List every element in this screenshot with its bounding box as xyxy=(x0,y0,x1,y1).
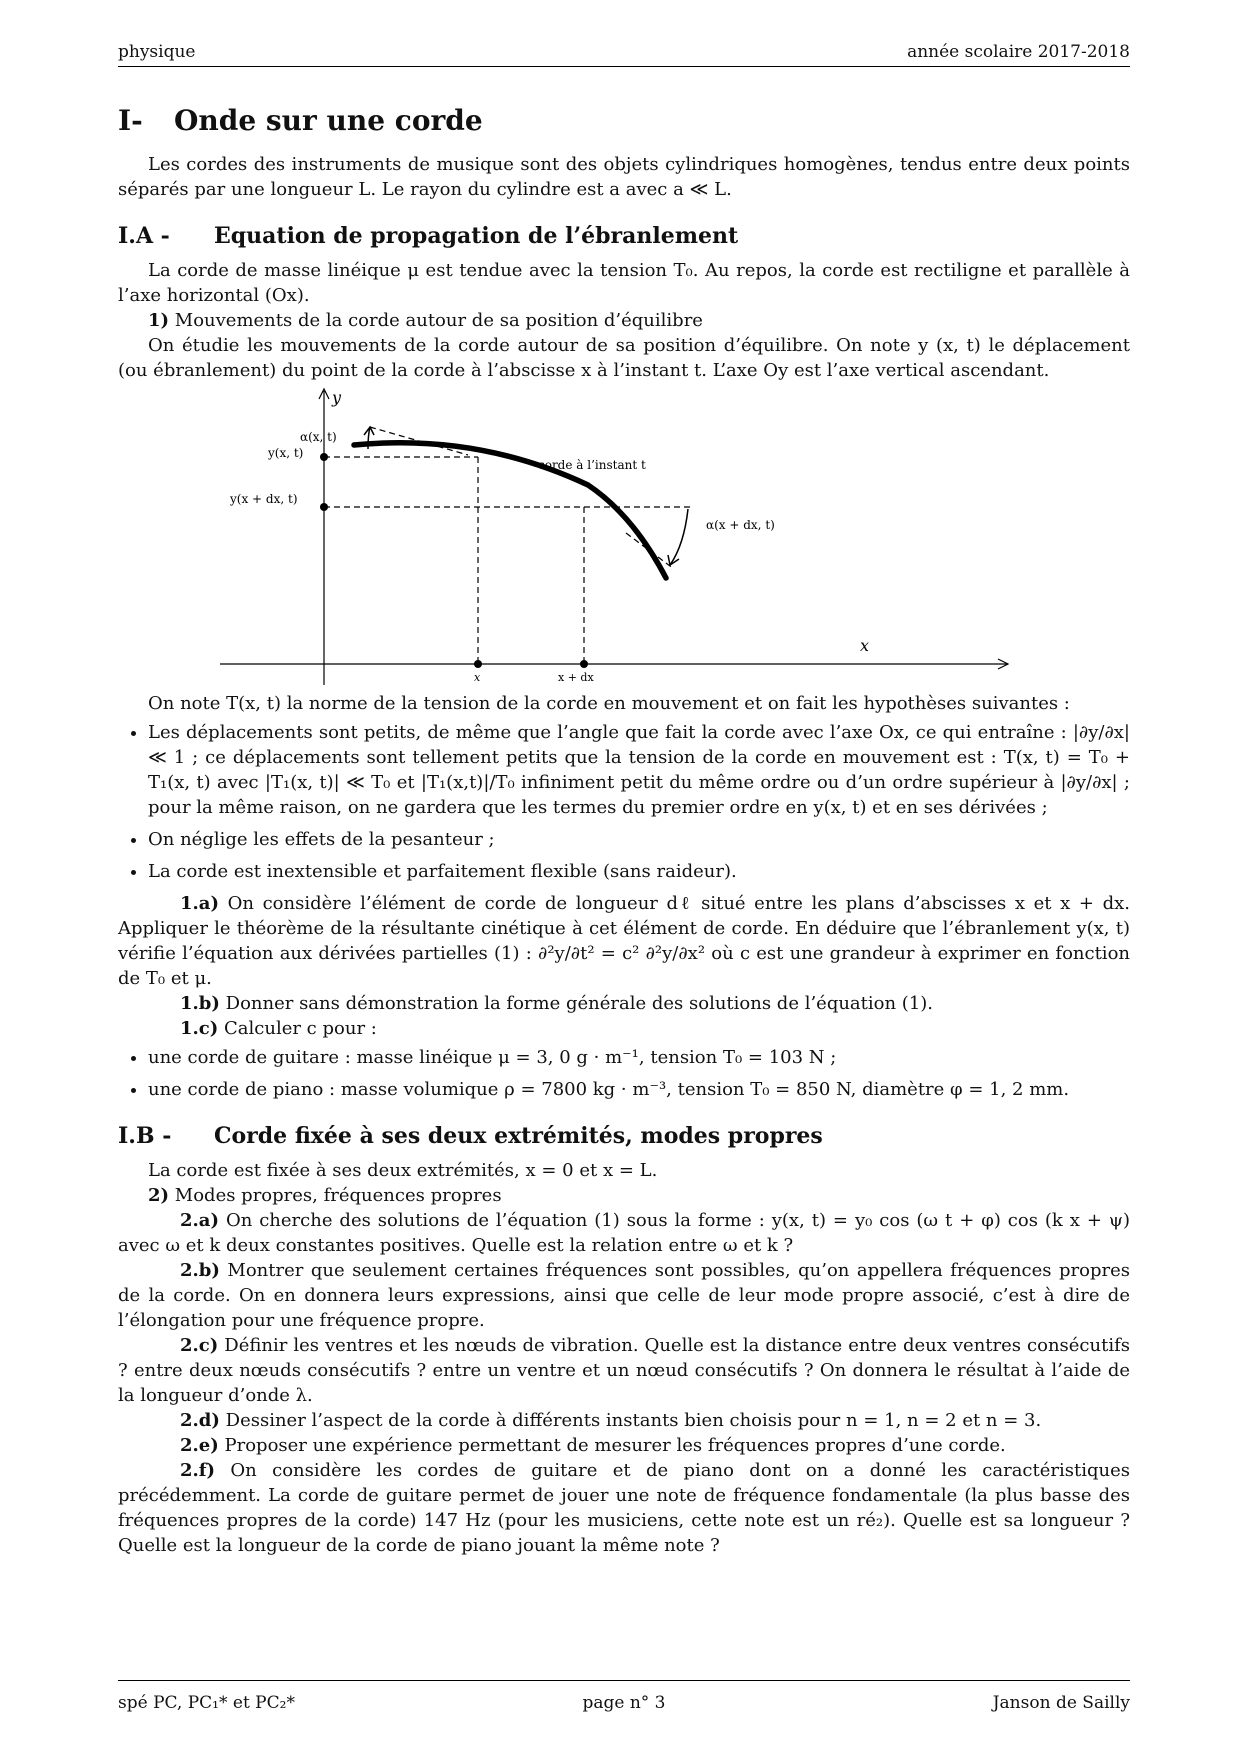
question-2c-text: Définir les ventres et les nœuds de vibration. Quelle est la distance entre deux ventres consécutifs ? entre deux nœuds consécutifs ? entre un ventre et un nœud consécutifs ? On donnera le résultat à l’aide de la longueur d’onde λ. xyxy=(118,1335,1130,1406)
page-header xyxy=(118,40,1130,67)
question-2d xyxy=(118,1408,1130,1433)
page xyxy=(118,0,1130,1754)
tangent-line-2 xyxy=(626,533,674,569)
question-2c xyxy=(118,1333,1130,1408)
question-1a xyxy=(118,891,1130,991)
subsection-b-title xyxy=(118,1122,1130,1150)
tick-label-xdx: x + dx xyxy=(558,671,594,684)
dot-y-x xyxy=(320,453,328,461)
section-title-text: Onde sur une corde xyxy=(174,104,483,137)
strings-list xyxy=(118,1045,1130,1102)
question-2b xyxy=(118,1258,1130,1333)
question-1c xyxy=(118,1016,1130,1041)
label-y-x: y(x, t) xyxy=(268,446,304,460)
question-1-heading xyxy=(118,308,1130,333)
main-content xyxy=(118,104,1130,1558)
question-2f xyxy=(118,1458,1130,1558)
rope-diagram xyxy=(118,385,1130,685)
paragraph-tension-norm: On note T(x, t) la norme de la tension de la corde en mouvement et on fait les hypothèses suivantes : xyxy=(148,693,1070,714)
question-2-heading xyxy=(118,1183,1130,1208)
hypothesis-inextensible: • La corde est inextensible et parfaitement flexible (sans raideur). xyxy=(148,859,1130,884)
label-alpha-1: α(x, t) xyxy=(300,430,337,444)
label-y-xdx: y(x + dx, t) xyxy=(230,492,298,506)
paragraph-displacement: On étudie les mouvements de la corde autour de sa position d’équilibre. On note y (x, t) le déplacement (ou ébranlement) du point de la corde à l’abscisse x à l’instant t. L’axe Oy est l’axe vertical ascendant. xyxy=(118,335,1130,381)
hypothesis-gravity: • On néglige les effets de la pesanteur ; xyxy=(148,827,1130,852)
question-2a xyxy=(118,1208,1130,1258)
hypothesis-small-displacement: • Les déplacements sont petits, de même que l’angle que fait la corde avec l’axe Ox, ce qui entraîne : |∂y/∂x| ≪ 1 ; ce déplacements sont tellement petits que la tension de la corde en mouvement est : T(x, t) = T₀ + T₁(x, t) avec |T₁(x, t)| ≪ T₀ et |T₁(x,t)|/T₀ infiniment petit du même ordre ou d’un ordre supérieur à |∂y/∂x| ; pour la même raison, on ne gardera que les termes du premier ordre en y(x, t) et en ses dérivées ; xyxy=(148,720,1130,820)
dot-x xyxy=(474,660,482,668)
header-year: année scolaire 2017-2018 xyxy=(907,42,1130,62)
question-2e xyxy=(118,1433,1130,1458)
question-2-number: 2) xyxy=(148,1185,170,1206)
question-2f-text: On considère les cordes de guitare et de piano dont on a donné les caractéristiques précédemment. La corde de guitare permet de jouer une note de fréquence fondamentale (la plus basse des fréquences propres de la corde) 147 Hz (pour les musiciens, cette note est un ré₂). Quelle est sa longueur ? Quelle est la longueur de la corde de piano jouant la même note ? xyxy=(118,1460,1130,1556)
label-axis-x: x xyxy=(860,636,870,655)
question-2a-number: 2.a) xyxy=(180,1210,219,1231)
question-2e-text: Proposer une expérience permettant de mesurer les fréquences propres d’une corde. xyxy=(224,1435,1006,1456)
question-1-title: Mouvements de la corde autour de sa position d’équilibre xyxy=(174,310,703,331)
question-1c-number: 1.c) xyxy=(180,1018,219,1039)
question-2f-number: 2.f) xyxy=(180,1460,216,1481)
hypotheses-list xyxy=(118,720,1130,884)
section-number: I- xyxy=(118,104,143,137)
question-2d-number: 2.d) xyxy=(180,1410,220,1431)
question-1c-text: Calculer c pour : xyxy=(224,1018,377,1039)
label-axis-y: y xyxy=(332,388,342,407)
subsection-b-title-text: Corde fixée à ses deux extrémités, modes propres xyxy=(214,1123,823,1149)
question-2e-number: 2.e) xyxy=(180,1435,219,1456)
question-2a-text: On cherche des solutions de l’équation (1) sous la forme : y(x, t) = y₀ cos (ω t + φ) cos (k x + ψ) avec ω et k deux constantes positives. Quelle est la relation entre ω et k ? xyxy=(118,1210,1130,1256)
question-1b-text: Donner sans démonstration la forme générale des solutions de l’équation (1). xyxy=(225,993,934,1014)
subsection-b-number: I.B - xyxy=(118,1123,172,1149)
angle-arc-2 xyxy=(670,509,688,565)
header-subject: physique xyxy=(118,42,196,62)
label-alpha-2: α(x + dx, t) xyxy=(706,518,775,532)
question-1b xyxy=(118,991,1130,1016)
question-2d-text: Dessiner l’aspect de la corde à différents instants bien choisis pour n = 1, n = 2 et n = 3. xyxy=(225,1410,1042,1431)
guitar-string-item: • une corde de guitare : masse linéique μ = 3, 0 g · m⁻¹, tension T₀ = 103 N ; xyxy=(148,1045,1130,1070)
question-2-title: Modes propres, fréquences propres xyxy=(174,1185,502,1206)
intro-paragraph: Les cordes des instruments de musique sont des objets cylindriques homogènes, tendus entre deux points séparés par une longueur L. Le rayon du cylindre est a avec a ≪ L. xyxy=(118,154,1130,200)
footer-class: spé PC, PC₁* et PC₂* xyxy=(118,1693,295,1713)
question-1b-number: 1.b) xyxy=(180,993,220,1014)
question-1a-number: 1.a) xyxy=(180,893,219,914)
tick-label-x: x xyxy=(474,671,481,684)
subsection-a-number: I.A - xyxy=(118,223,170,249)
rope-figure xyxy=(118,385,1130,685)
paragraph-fixed-ends: La corde est fixée à ses deux extrémités, x = 0 et x = L. xyxy=(148,1160,658,1181)
page-footer xyxy=(118,1680,1130,1719)
footer-school: Janson de Sailly xyxy=(992,1693,1130,1713)
question-1-number: 1) xyxy=(148,310,170,331)
dot-xdx xyxy=(580,660,588,668)
question-2b-text: Montrer que seulement certaines fréquences sont possibles, qu’on appellera fréquences propres de la corde. On en donnera leurs expressions, ainsi que celle de leur mode propre associé, c’est à dire de l’élongation pour une fréquence propre. xyxy=(118,1260,1130,1331)
label-rope-instant: corde à l’instant t xyxy=(538,458,646,472)
subsection-a-title-text: Equation de propagation de l’ébranlement xyxy=(214,223,739,249)
paragraph-rope-tension: La corde de masse linéique μ est tendue avec la tension T₀. Au repos, la corde est rectiligne et parallèle à l’axe horizontal (Ox). xyxy=(118,260,1130,306)
piano-string-item: • une corde de piano : masse volumique ρ = 7800 kg · m⁻³, tension T₀ = 850 N, diamètre φ = 1, 2 mm. xyxy=(148,1077,1130,1102)
footer-page-number: page n° 3 xyxy=(582,1693,666,1713)
subsection-a-title xyxy=(118,222,1130,250)
dot-y-xdx xyxy=(320,503,328,511)
question-1a-text: On considère l’élément de corde de longueur dℓ situé entre les plans d’abscisses x et x + dx. Appliquer le théorème de la résultante cinétique à cet élément de corde. En déduire que l’ébranlement y(x, t) vérifie l’équation aux dérivées partielles (1) : ∂²y/∂t² = c² ∂²y/∂x² où c est une grandeur à exprimer en fonction de T₀ et μ. xyxy=(118,893,1130,989)
section-title xyxy=(118,104,1130,138)
question-2b-number: 2.b) xyxy=(180,1260,220,1281)
question-2c-number: 2.c) xyxy=(180,1335,219,1356)
